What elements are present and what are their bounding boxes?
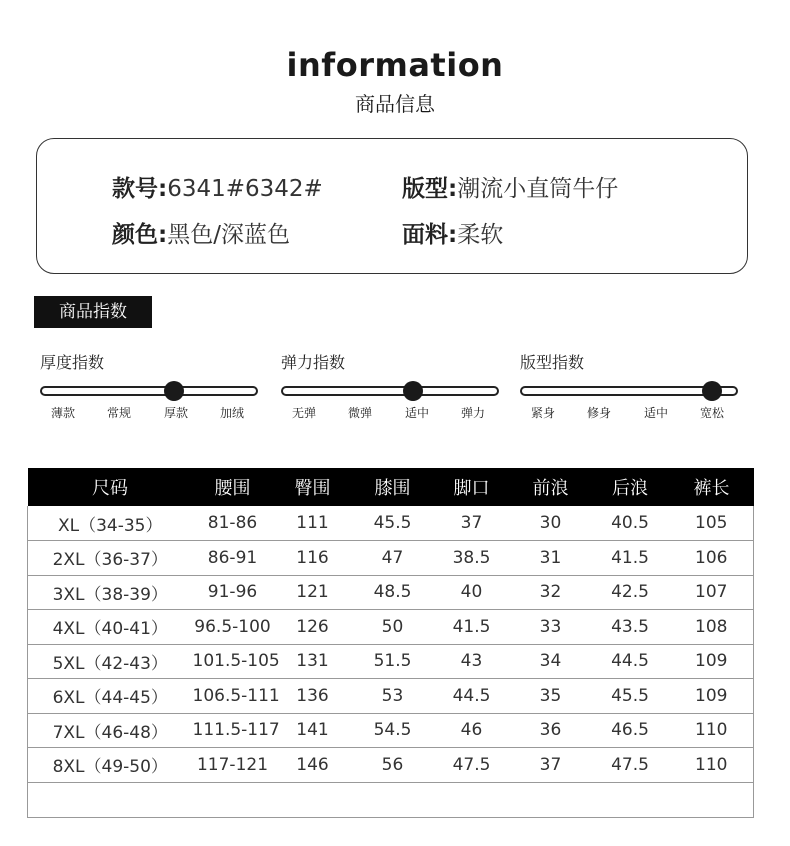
table-row [28, 541, 754, 576]
elasticity-label-slight: 微弹 [347, 406, 372, 420]
color-value: 黑色/深蓝色 [167, 222, 290, 248]
table-row [28, 575, 754, 610]
table-cell: 37 [433, 506, 511, 541]
table-cell: 105 [670, 506, 754, 541]
table-cell: 2XL（36-37） [28, 541, 193, 576]
table-cell: 81-86 [193, 506, 273, 541]
table-cell: 86-91 [193, 541, 273, 576]
table-cell: 5XL（42-43） [28, 644, 193, 679]
header-leg-opening: 脚口 [433, 468, 511, 506]
elasticity-label-stretch: 弹力 [460, 406, 485, 420]
header-size: 尺码 [28, 468, 193, 506]
table-cell: 121 [273, 575, 353, 610]
table-cell: 6XL（44-45） [28, 679, 193, 714]
table-cell: 54.5 [353, 713, 433, 748]
table-cell: 106.5-111 [193, 679, 273, 714]
table-cell: 111.5-117 [193, 713, 273, 748]
table-cell: 110 [670, 713, 754, 748]
table-cell: 116 [273, 541, 353, 576]
color-key: 颜色: [112, 222, 168, 248]
table-cell: 56 [353, 748, 433, 783]
header-length: 裤长 [670, 468, 754, 506]
table-cell: 44.5 [433, 679, 511, 714]
table-cell: 45.5 [591, 679, 670, 714]
table-cell: 109 [670, 644, 754, 679]
table-cell: 47 [353, 541, 433, 576]
table-cell: 50 [353, 610, 433, 645]
table-cell: 47.5 [433, 748, 511, 783]
thickness-label-thick: 厚款 [163, 406, 188, 420]
size-table-header [28, 468, 754, 506]
elasticity-index-track [281, 386, 499, 396]
table-cell: 32 [511, 575, 591, 610]
table-cell: 43.5 [591, 610, 670, 645]
table-cell: 126 [273, 610, 353, 645]
table-cell: 38.5 [433, 541, 511, 576]
table-cell: 41.5 [433, 610, 511, 645]
fit-type-key: 版型: [402, 176, 458, 202]
thickness-label-fleece: 加绒 [219, 406, 244, 420]
table-cell: 46 [433, 713, 511, 748]
fit-label-slim: 修身 [586, 406, 611, 420]
table-cell: 45.5 [353, 506, 433, 541]
table-cell: 111 [273, 506, 353, 541]
header-back-rise: 后浪 [591, 468, 670, 506]
table-cell: 136 [273, 679, 353, 714]
table-cell: 33 [511, 610, 591, 645]
table-cell: 37 [511, 748, 591, 783]
table-cell: 91-96 [193, 575, 273, 610]
table-cell: 131 [273, 644, 353, 679]
table-cell: 146 [273, 748, 353, 783]
thickness-index-track [40, 386, 258, 396]
fit-label-tight: 紧身 [530, 406, 555, 420]
table-cell: 43 [433, 644, 511, 679]
header-knee: 膝围 [353, 468, 433, 506]
table-cell: 141 [273, 713, 353, 748]
table-row [28, 610, 754, 645]
table-cell: 96.5-100 [193, 610, 273, 645]
fabric-key: 面料: [402, 222, 458, 248]
page-subtitle: 商品信息 [355, 92, 435, 116]
table-cell: 101.5-105 [193, 644, 273, 679]
thickness-index-title: 厚度指数 [40, 353, 105, 372]
table-cell: 30 [511, 506, 591, 541]
thickness-label-thin: 薄款 [50, 406, 75, 420]
color [112, 216, 290, 249]
table-row-blank [28, 782, 754, 817]
table-row [28, 713, 754, 748]
table-cell: 40.5 [591, 506, 670, 541]
table-cell: 8XL（49-50） [28, 748, 193, 783]
table-row [28, 644, 754, 679]
fit-type [402, 170, 618, 203]
elasticity-label-none: 无弹 [291, 406, 316, 420]
table-row [28, 679, 754, 714]
table-cell: 106 [670, 541, 754, 576]
fit-index-knob [702, 381, 722, 401]
fit-label-regular: 适中 [643, 406, 668, 420]
fit-index-title: 版型指数 [520, 353, 585, 372]
header-hip: 臀围 [273, 468, 353, 506]
table-cell: 53 [353, 679, 433, 714]
table-cell: 31 [511, 541, 591, 576]
header-waist: 腰围 [193, 468, 273, 506]
table-cell: 117-121 [193, 748, 273, 783]
table-cell: 3XL（38-39） [28, 575, 193, 610]
table-cell: 46.5 [591, 713, 670, 748]
elasticity-label-moderate: 适中 [404, 406, 429, 420]
table-cell: 4XL（40-41） [28, 610, 193, 645]
table-cell: 44.5 [591, 644, 670, 679]
table-cell: 35 [511, 679, 591, 714]
fit-label-loose: 宽松 [699, 406, 724, 420]
header-front-rise: 前浪 [511, 468, 591, 506]
thickness-index-knob [164, 381, 184, 401]
style-number-key: 款号: [112, 176, 168, 202]
table-cell: 34 [511, 644, 591, 679]
table-cell: 48.5 [353, 575, 433, 610]
fabric-value: 柔软 [457, 222, 504, 248]
table-row [28, 506, 754, 541]
table-cell: 107 [670, 575, 754, 610]
product-info-box [36, 138, 748, 274]
style-number-value: 6341#6342# [167, 176, 323, 202]
table-cell: 108 [670, 610, 754, 645]
table-cell: 7XL（46-48） [28, 713, 193, 748]
table-cell: 51.5 [353, 644, 433, 679]
size-table [27, 468, 754, 818]
fabric [402, 216, 503, 249]
table-cell: 40 [433, 575, 511, 610]
table-row [28, 748, 754, 783]
table-cell: 36 [511, 713, 591, 748]
section-tag-product-index: 商品指数 [34, 296, 152, 328]
elasticity-index-knob [403, 381, 423, 401]
elasticity-index-title: 弹力指数 [281, 353, 346, 372]
table-cell: 47.5 [591, 748, 670, 783]
table-cell-blank [28, 782, 754, 817]
page-title: information [286, 46, 504, 84]
table-cell: 42.5 [591, 575, 670, 610]
table-cell: 109 [670, 679, 754, 714]
table-cell: 110 [670, 748, 754, 783]
table-cell: 41.5 [591, 541, 670, 576]
style-number [112, 170, 323, 203]
thickness-label-regular: 常规 [106, 406, 131, 420]
table-cell: XL（34-35） [28, 506, 193, 541]
fit-type-value: 潮流小直筒牛仔 [457, 176, 619, 202]
